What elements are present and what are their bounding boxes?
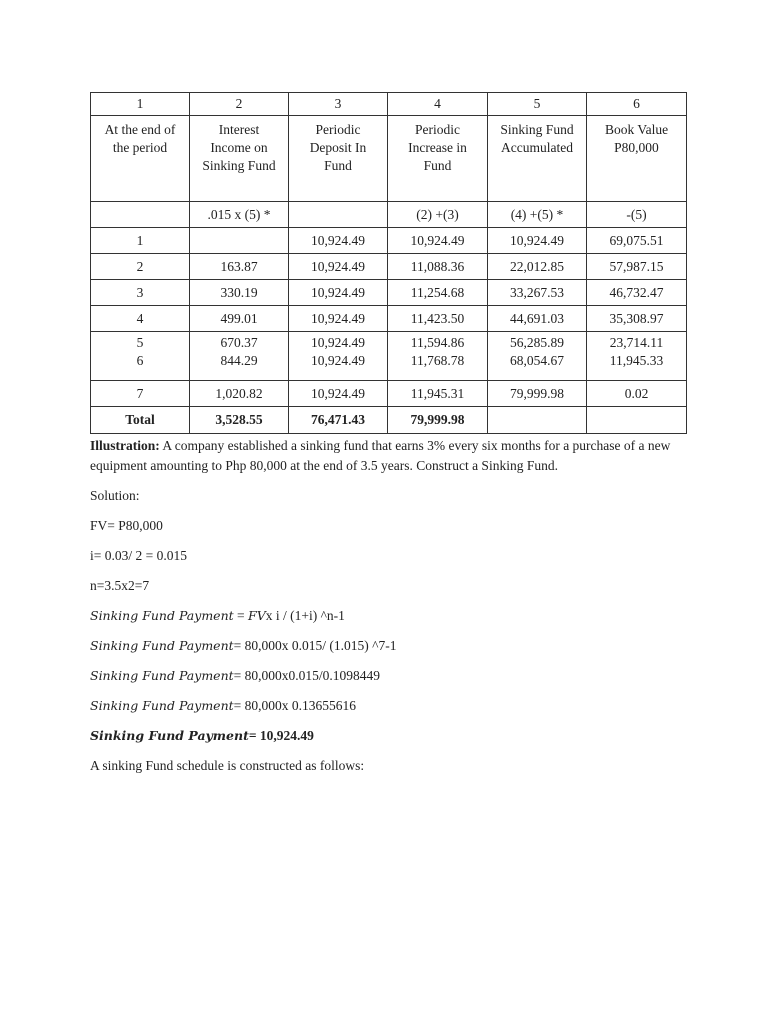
- header-line: the period: [112, 140, 168, 155]
- table-cell: [488, 332, 587, 381]
- formula-cell: -(5): [587, 202, 687, 228]
- table-row: [91, 228, 687, 254]
- result-line: [90, 726, 690, 746]
- document-page: [90, 92, 690, 776]
- cell-line: 11,768.78: [410, 353, 465, 368]
- formula-cell: (2) +(3): [388, 202, 488, 228]
- table-cell: 2: [91, 254, 190, 280]
- table-cell: [91, 332, 190, 381]
- header-line: At the end of: [104, 122, 176, 137]
- cell-line: 23,714.11: [609, 335, 664, 350]
- cell-line: 6: [136, 353, 144, 368]
- illustration-text: A company established a sinking fund that earns 3% every six months for a purchase of a new equipment amounting to Php 80,000 at the end of 3.5 years. Construct a Sinking Fund.: [90, 438, 671, 473]
- formula-term: Sinking Fund Payment: [90, 638, 234, 653]
- formula-term: Sinking Fund Payment: [90, 728, 249, 743]
- header-book-value: [587, 116, 687, 202]
- table-row: [91, 280, 687, 306]
- table-row-merged: [91, 332, 687, 381]
- table-cell: 46,732.47: [587, 280, 687, 306]
- header-line: Periodic: [415, 122, 460, 137]
- formula-cell: [289, 202, 388, 228]
- header-period: [91, 116, 190, 202]
- header-line: Periodic: [315, 122, 361, 137]
- cell-line: 10,924.49: [311, 335, 365, 350]
- table-cell: 10,924.49: [289, 228, 388, 254]
- multiplication-line: [90, 696, 690, 716]
- total-cell: [587, 407, 687, 434]
- cell-line: 11,594.86: [410, 335, 465, 350]
- header-fund-accumulated: [488, 116, 587, 202]
- fv-line: FV= P80,000: [90, 518, 163, 533]
- formula-tail: = 80,000x0.015/0.1098449: [233, 668, 381, 683]
- header-line: Fund: [324, 158, 352, 173]
- header-line: Book Value: [604, 122, 669, 137]
- table-cell: 163.87: [190, 254, 289, 280]
- table-cell: 10,924.49: [289, 280, 388, 306]
- total-row: [91, 407, 687, 434]
- cell-line: 844.29: [220, 353, 258, 368]
- column-number-cell: 4: [388, 93, 488, 116]
- table-cell: 0.02: [587, 381, 687, 407]
- table-cell: 33,267.53: [488, 280, 587, 306]
- periods-line: n=3.5x2=7: [90, 578, 150, 593]
- table-cell: 44,691.03: [488, 306, 587, 332]
- formula-cell: .015 x (5) *: [190, 202, 289, 228]
- table-cell: 11,423.50: [388, 306, 488, 332]
- header-line: Accumulated: [501, 140, 573, 155]
- table-cell: 10,924.49: [488, 228, 587, 254]
- table-cell: 10,924.49: [289, 381, 388, 407]
- table-cell: 11,945.31: [388, 381, 488, 407]
- header-line: Fund: [423, 158, 452, 173]
- sinking-fund-schedule-table: [90, 92, 687, 434]
- table-cell: [388, 332, 488, 381]
- formula-cell: [91, 202, 190, 228]
- header-periodic-increase: [388, 116, 488, 202]
- formula-fv: FV: [248, 608, 266, 623]
- cell-line: 56,285.89: [510, 335, 564, 350]
- total-deposit: 76,471.43: [289, 407, 388, 434]
- formula-tail: x i / (1+i) ^n-1: [265, 608, 345, 623]
- table-cell: 35,308.97: [587, 306, 687, 332]
- cell-line: 670.37: [220, 335, 258, 350]
- total-cell: [488, 407, 587, 434]
- solution-label: Solution:: [90, 488, 140, 503]
- header-line: Deposit In: [309, 140, 367, 155]
- illustration-label: Illustration:: [90, 438, 160, 453]
- table-cell: [587, 332, 687, 381]
- column-number-cell: 6: [587, 93, 687, 116]
- table-cell: 57,987.15: [587, 254, 687, 280]
- formula-row: [91, 202, 687, 228]
- header-line: Increase in: [408, 140, 467, 155]
- table-cell: 22,012.85: [488, 254, 587, 280]
- column-number-cell: 2: [190, 93, 289, 116]
- total-interest: 3,528.55: [190, 407, 289, 434]
- column-number-cell: 1: [91, 93, 190, 116]
- cell-line: 10,924.49: [311, 353, 365, 368]
- formula-cell: (4) +(5) *: [488, 202, 587, 228]
- table-cell: 499.01: [190, 306, 289, 332]
- cell-line: 11,945.33: [609, 353, 664, 368]
- illustration-paragraph: [90, 436, 690, 476]
- formula-term: Sinking Fund Payment: [90, 608, 234, 623]
- header-line: Income on: [210, 140, 268, 155]
- table-cell: 10,924.49: [289, 306, 388, 332]
- formula-tail: = 80,000x 0.015/ (1.015) ^7-1: [233, 638, 397, 653]
- formula-term: Sinking Fund Payment: [90, 698, 234, 713]
- interest-rate-line: i= 0.03/ 2 = 0.015: [90, 548, 187, 563]
- closing-line: A sinking Fund schedule is constructed as follows:: [90, 758, 365, 773]
- table-cell: 4: [91, 306, 190, 332]
- table-cell: 69,075.51: [587, 228, 687, 254]
- column-number-cell: 3: [289, 93, 388, 116]
- table-cell: 3: [91, 280, 190, 306]
- table-cell: 7: [91, 381, 190, 407]
- header-line: Sinking Fund: [202, 158, 276, 173]
- table-cell: 10,924.49: [388, 228, 488, 254]
- formula-line: [90, 606, 690, 626]
- total-label: Total: [91, 407, 190, 434]
- header-line: P80,000: [614, 140, 659, 155]
- table-cell: 79,999.98: [488, 381, 587, 407]
- table-cell: [190, 332, 289, 381]
- column-header-row: [91, 116, 687, 202]
- table-cell: 330.19: [190, 280, 289, 306]
- header-periodic-deposit: [289, 116, 388, 202]
- formula-equals: =: [233, 608, 249, 623]
- header-line: Sinking Fund: [500, 122, 574, 137]
- simplification-line: [90, 666, 690, 686]
- table-cell: 11,088.36: [388, 254, 488, 280]
- cell-line: 68,054.67: [510, 353, 564, 368]
- table-cell: 10,924.49: [289, 254, 388, 280]
- header-interest-income: [190, 116, 289, 202]
- result-value: = 10,924.49: [248, 728, 314, 743]
- substitution-line: [90, 636, 690, 656]
- formula-term: Sinking Fund Payment: [90, 668, 234, 683]
- column-number-row: [91, 93, 687, 116]
- header-line: Interest: [218, 122, 260, 137]
- table-row: [91, 381, 687, 407]
- cell-line: 5: [136, 335, 144, 350]
- table-cell: 1,020.82: [190, 381, 289, 407]
- table-cell: 11,254.68: [388, 280, 488, 306]
- table-cell: [289, 332, 388, 381]
- table-cell: [190, 228, 289, 254]
- formula-tail: = 80,000x 0.13655616: [233, 698, 357, 713]
- column-number-cell: 5: [488, 93, 587, 116]
- table-row: [91, 254, 687, 280]
- total-increase: 79,999.98: [388, 407, 488, 434]
- table-row: [91, 306, 687, 332]
- table-cell: 1: [91, 228, 190, 254]
